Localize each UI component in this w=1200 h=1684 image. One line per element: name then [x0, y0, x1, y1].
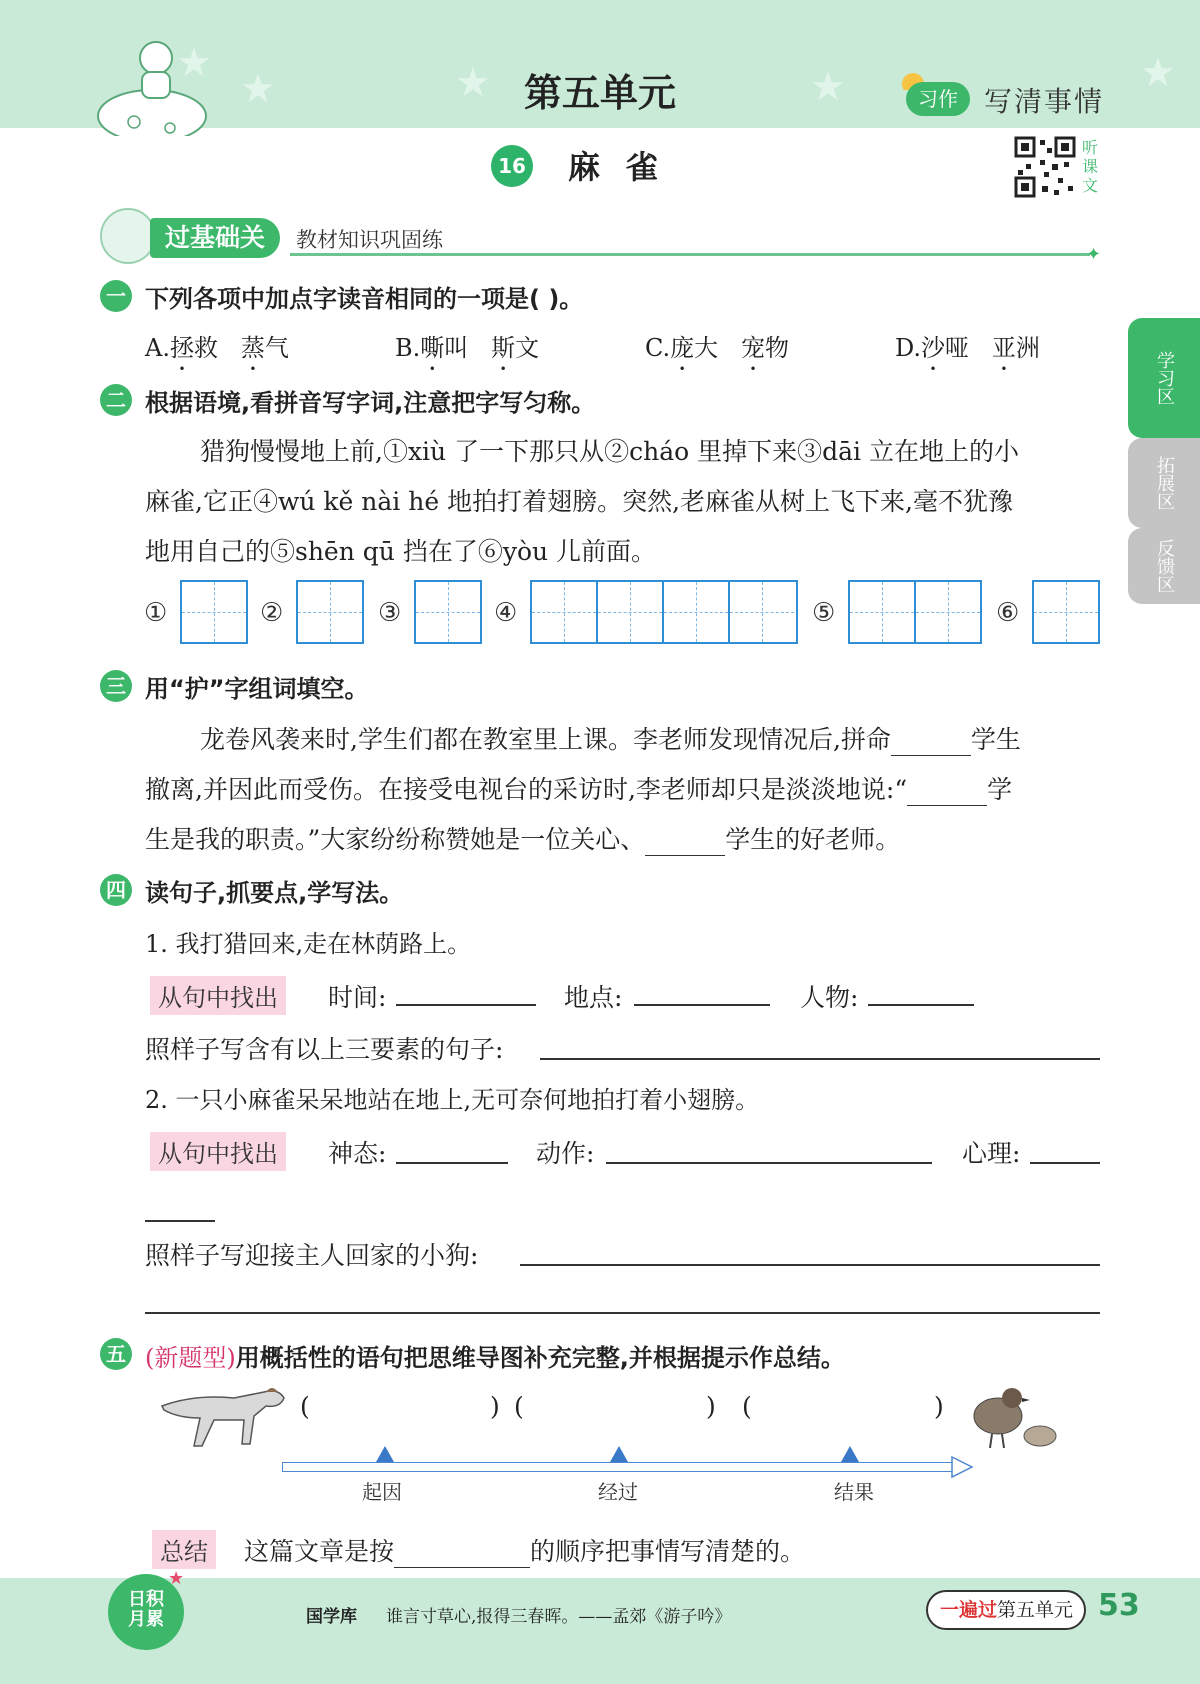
tab-feedback-area[interactable]: 反馈区 — [1128, 528, 1200, 604]
tab-extension-area[interactable]: 拓展区 — [1128, 438, 1200, 528]
box-label-5: ⑤ — [812, 598, 836, 628]
passage-text: 学生 — [970, 725, 1021, 754]
answer-line[interactable] — [540, 1058, 1100, 1060]
hunting-dog-illustration — [154, 1376, 290, 1452]
option-c[interactable] — [645, 328, 789, 376]
paren-close: ) — [490, 1392, 500, 1421]
field-label: 心理: — [962, 1139, 1021, 1168]
box-label-6: ⑥ — [996, 598, 1020, 628]
answer-blank-continued[interactable] — [145, 1220, 215, 1222]
question-badge-2: 二 — [100, 384, 132, 416]
summary-text: 这篇文章是按 — [244, 1537, 395, 1566]
answer-blank[interactable] — [907, 781, 987, 806]
star-decoration: ★ — [810, 64, 846, 110]
option-char: 叫 — [444, 334, 469, 362]
grid-cell — [916, 582, 982, 642]
star-decoration: ★ — [455, 60, 491, 106]
unit-title: 第五单元 — [523, 71, 676, 115]
summary-text: 的顺序把事情写清楚的。 — [530, 1537, 806, 1566]
grid-cell — [532, 582, 598, 642]
star-icon: ★ — [168, 1568, 185, 1589]
footer-unit: 第五单元 — [997, 1599, 1074, 1621]
dotted-char: 嘶 — [420, 334, 445, 362]
box-label-1: ① — [144, 598, 168, 628]
field-label: 地点: — [564, 983, 623, 1012]
question-4-prompt: 读句子,抓要点,学写法。 — [145, 879, 404, 907]
timeline-marker — [610, 1446, 628, 1462]
answer-blank[interactable] — [394, 1543, 530, 1568]
lesson-title: 麻雀 — [568, 148, 685, 186]
write-prompt-1: 照样子写含有以上三要素的句子: — [145, 1035, 504, 1064]
answer-blank[interactable] — [1030, 1162, 1100, 1164]
timeline-label-result: 结果 — [834, 1480, 874, 1504]
answer-blank[interactable] — [868, 1004, 974, 1006]
grid-cell — [598, 582, 664, 642]
composition-topic: 写清事情 — [984, 85, 1105, 118]
answer-blank[interactable] — [396, 1004, 536, 1006]
dotted-char: 蒸 — [240, 334, 265, 362]
option-letter: C. — [645, 334, 671, 362]
composition-tag: 习作 — [906, 82, 970, 116]
section-subtitle: 教材知识巩固练 — [296, 228, 443, 252]
summary-line — [244, 1532, 805, 1568]
passage-line — [200, 720, 1021, 756]
section-divider — [290, 253, 1090, 256]
star-icon: ✦ — [1086, 244, 1102, 265]
field-label: 神态: — [328, 1139, 387, 1168]
write-prompt-2: 照样子写迎接主人回家的小狗: — [145, 1241, 479, 1270]
box-label-3: ③ — [378, 598, 402, 628]
option-char: 气 — [264, 334, 289, 362]
sparrow-illustration — [962, 1380, 1066, 1454]
option-letter: A. — [145, 334, 170, 362]
grid-cell — [850, 582, 916, 642]
question-2-prompt: 根据语境,看拼音写字词,注意把字写匀称。 — [145, 389, 596, 417]
dotted-char: 拯 — [169, 334, 194, 362]
timeline-marker — [376, 1446, 394, 1462]
quote-label: 国学库 — [306, 1607, 357, 1627]
passage-line: 猎狗慢慢地上前,①xiù 了一下那只从②cháo 里掉下来③dāi 立在地上的小 — [200, 437, 1019, 466]
grid-cell — [664, 582, 730, 642]
paren-close: ) — [706, 1392, 716, 1421]
option-b[interactable] — [395, 328, 539, 376]
passage-line: 麻雀,它正④wú kě nài hé 地拍打着翅膀。突然,老麻雀从树上飞下来,毫不犹豫 — [145, 487, 1013, 516]
paren-open: ( — [514, 1392, 524, 1421]
timeline-label-process: 经过 — [598, 1480, 638, 1504]
summary-label: 总结 — [152, 1530, 216, 1569]
dotted-char: 斯 — [491, 334, 516, 362]
find-label: 从句中找出 — [150, 976, 286, 1015]
field-label: 人物: — [800, 983, 859, 1012]
timeline-label-cause: 起因 — [362, 1480, 402, 1504]
writing-box-1[interactable] — [180, 580, 248, 644]
writing-box-3[interactable] — [414, 580, 482, 644]
robot-icon — [100, 208, 156, 264]
dotted-char: 宠 — [741, 334, 766, 362]
passage-line: 地用自己的⑤shēn qū 挡在了⑥yòu 儿前面。 — [145, 537, 657, 566]
option-char: 文 — [515, 334, 540, 362]
section-banner: 过基础关 — [150, 218, 280, 258]
option-char: 哑 — [945, 334, 970, 362]
option-char: 大 — [694, 334, 719, 362]
passage-text: 龙卷风袭来时,学生们都在教室里上课。李老师发现情况后,拼命 — [200, 725, 891, 754]
qr-code-icon[interactable] — [1014, 136, 1076, 198]
writing-box-2[interactable] — [296, 580, 364, 644]
new-type-tag: (新题型) — [145, 1344, 236, 1372]
paren-open: ( — [300, 1392, 310, 1421]
page-number: 53 — [1098, 1588, 1140, 1623]
grid-cell — [182, 582, 248, 642]
find-label: 从句中找出 — [150, 1132, 286, 1171]
question-5-prompt: 用概括性的语句把思维导图补充完整,并根据提示作总结。 — [235, 1344, 845, 1372]
question-badge-4: 四 — [100, 874, 132, 906]
question-badge-3: 三 — [100, 670, 132, 702]
timeline-marker — [841, 1446, 859, 1462]
question-3-prompt: 用“护”字组词填空。 — [145, 675, 369, 703]
option-char: 洲 — [1015, 334, 1040, 362]
box-label-4: ④ — [494, 598, 518, 628]
answer-line[interactable] — [145, 1312, 1100, 1314]
star-decoration: ★ — [176, 40, 212, 86]
option-letter: B. — [395, 334, 421, 362]
answer-blank[interactable] — [396, 1162, 508, 1164]
box-label-2: ② — [260, 598, 284, 628]
qr-label: 听课文 — [1082, 138, 1099, 195]
answer-blank[interactable] — [634, 1004, 770, 1006]
question-badge-5: 五 — [100, 1338, 132, 1370]
sentence-1: 1. 我打猎回来,走在林荫路上。 — [145, 930, 472, 958]
sentence-2: 2. 一只小麻雀呆呆地站在地上,无可奈何地拍打着小翅膀。 — [145, 1086, 760, 1114]
footer-quote: 谁言寸草心,报得三春晖。——孟郊《游子吟》 — [386, 1607, 732, 1627]
dotted-char: 亚 — [991, 334, 1016, 362]
question-1-prompt: 下列各项中加点字读音相同的一项是( )。 — [145, 285, 584, 313]
passage-text: 撤离,并因此而受伤。在接受电视台的采访时,李老师却只是淡淡地说:“ — [145, 775, 908, 804]
paren-open: ( — [742, 1392, 752, 1421]
series-name: 一遍过 — [940, 1599, 998, 1621]
series-pill — [926, 1590, 1086, 1630]
dotted-char: 庞 — [670, 334, 695, 362]
field-label: 时间: — [328, 983, 387, 1012]
option-char: 救 — [193, 334, 218, 362]
passage-line — [145, 770, 1012, 806]
star-decoration: ★ — [240, 66, 276, 112]
answer-blank[interactable] — [606, 1162, 932, 1164]
question-5-line — [145, 1338, 845, 1373]
writing-box-6[interactable] — [1032, 580, 1100, 644]
option-d[interactable] — [895, 328, 1040, 376]
grid-cell — [730, 582, 796, 642]
passage-line — [145, 820, 900, 856]
badge-text: 日积月累 — [128, 1589, 164, 1630]
passage-text: 学生的好老师。 — [725, 825, 901, 854]
option-char: 物 — [765, 334, 790, 362]
grid-cell — [298, 582, 364, 642]
tab-study-area[interactable]: 学习区 — [1128, 318, 1200, 438]
field-label: 动作: — [536, 1139, 595, 1168]
timeline-arrow — [282, 1462, 960, 1472]
writing-box-5[interactable] — [848, 580, 982, 644]
star-decoration: ★ — [1140, 50, 1176, 96]
option-a[interactable] — [145, 328, 289, 376]
grid-cell — [416, 582, 482, 642]
passage-text: 学 — [987, 775, 1013, 804]
answer-line[interactable] — [520, 1264, 1100, 1266]
answer-blank[interactable] — [891, 731, 971, 756]
arrow-head-icon — [950, 1454, 976, 1480]
passage-text: 生是我的职责。”大家纷纷称赞她是一位关心、 — [145, 825, 646, 854]
grid-cell — [1034, 582, 1100, 642]
option-letter: D. — [895, 334, 922, 362]
answer-blank[interactable] — [645, 831, 725, 856]
paren-close: ) — [934, 1392, 944, 1421]
lesson-number-badge: 16 — [491, 145, 533, 187]
question-badge-1: 一 — [100, 280, 132, 312]
writing-box-4[interactable] — [530, 580, 798, 644]
dotted-char: 沙 — [921, 334, 946, 362]
